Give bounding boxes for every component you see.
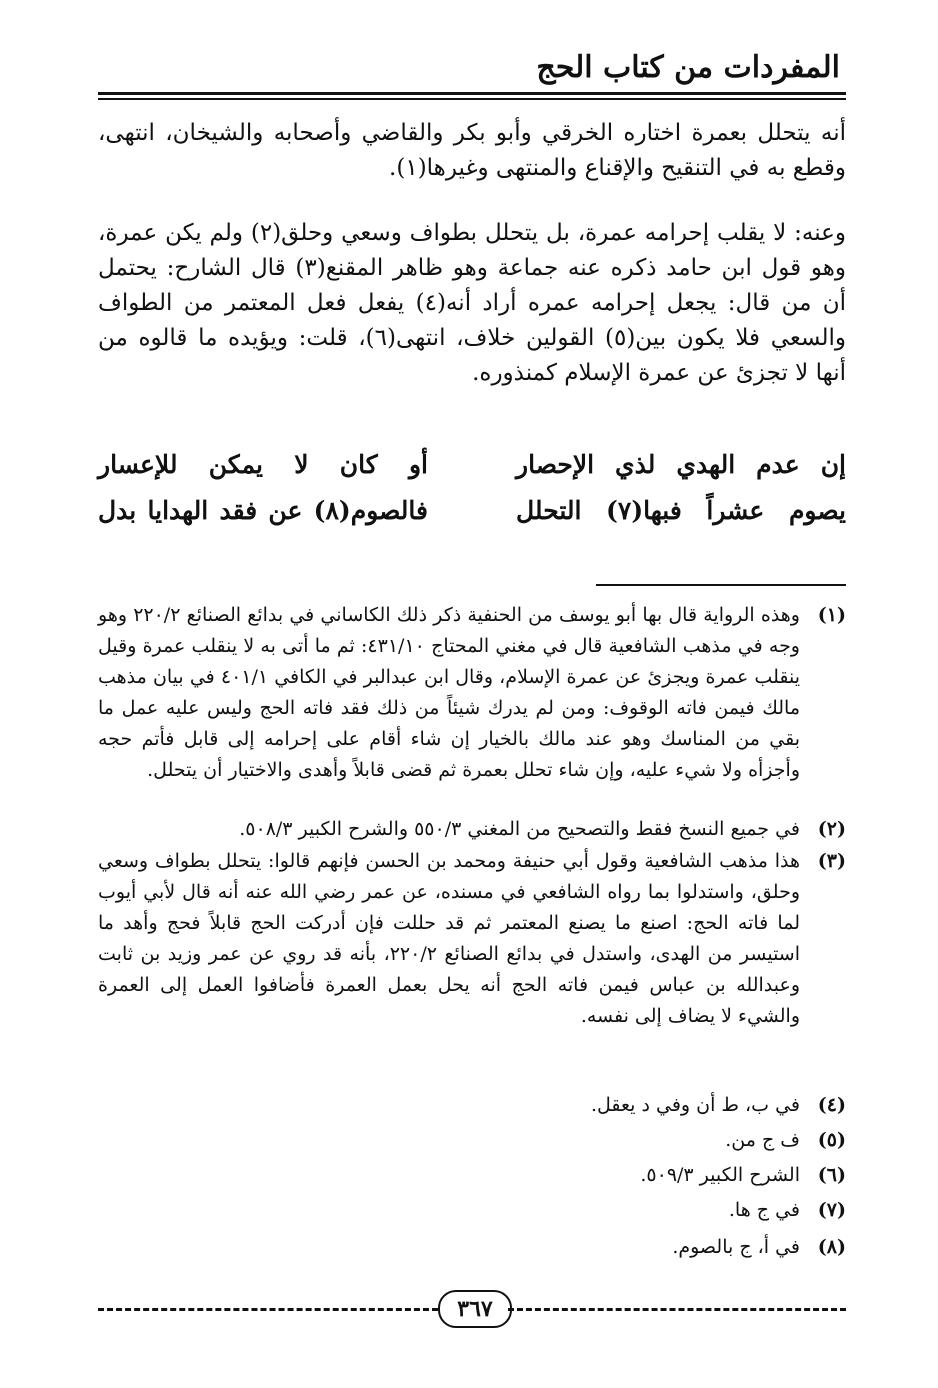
verse-line-1-first-hemistich: إن عدم الهدي لذي الإحصار (516, 450, 846, 479)
footer-dashed-rule-left (98, 1308, 438, 1311)
header-rule-thick (98, 92, 846, 95)
footnote-7 (98, 1195, 846, 1226)
footnote-text: في ب، ط أن وفي د يعقل. (590, 1094, 800, 1116)
page-number: ٣٦٧ (438, 1290, 512, 1328)
footnote-number: (٢) (817, 818, 846, 840)
paragraph-1: أنه يتحلل بعمرة اختاره الخرقي وأبو بكر والقاضي وأصحابه والشيخان، انتهى، وقطع به في التنقيح والإقناع والمنتهى وغيرها(١). (98, 120, 846, 181)
footnote-4 (98, 1090, 846, 1121)
header-rule-thin (98, 98, 846, 100)
footnote-8 (98, 1232, 846, 1263)
footnote-number: (٤) (817, 1094, 846, 1116)
footnote-text: في ج ها. (728, 1199, 800, 1221)
footnote-number: (٥) (817, 1129, 846, 1151)
footnote-text: وهذه الرواية قال بها أبو يوسف من الحنفية ذكر ذلك الكاساني في بدائع الصنائع ٢٢٠/٢ وهو وجه في مذهب الشافعية قال في مغني المحتاج ٤٣١/١٠: ثم ما أتى به لا ينقلب عمرة وقيل ينقلب عمرة ويجزئ عن عمرة الإسلام، وقال ابن عبدالبر في الكافي ٤٠١/١ في بيان مذهب مالك فيمن فاته الوقوف: ومن لم يدرك شيئاً من ذلك فقد فاته الحج وليس عليه عمل ما بقي من المناسك وهو عند مالك بالخيار إن شاء أقام على إحرامه إلى قابل فأتم حجه وأجزأه ولا شيء عليه، وإن شاء تحلل بعمرة ثم قضى قابلاً وأهدى والاختيار أن يتحلل. (98, 604, 800, 781)
verse-line-1 (98, 450, 846, 492)
poem-verse (98, 450, 846, 540)
footnote-1 (98, 600, 846, 786)
footnote-number: (٨) (817, 1236, 846, 1258)
verse-line-1-second-hemistich: أو كان لا يمكن للإعسار (98, 450, 428, 479)
verse-line-2-second-hemistich: فالصوم(٨) عن فقد الهدايا بدل (98, 496, 428, 525)
footnote-text: في أ، ج بالصوم. (672, 1236, 800, 1258)
footer-dashed-rule-right (508, 1308, 846, 1311)
paragraph-2: وعنه: لا يقلب إحرامه عمرة، بل يتحلل بطواف وسعي وحلق(٢) ولم يكن عمرة، وهو قول ابن حامد ذكره عنه جماعة وهو ظاهر المقنع(٣) قال الشارح: يحتمل أن من قال: يجعل إحرامه عمره أراد أنه(٤) يفعل فعل المعتمر من الطواف والسعي فلا يكون بين(٥) القولين خلاف، انتهى(٦)، قلت: ويؤيده ما قالوه من أنها لا تجزئ عن عمرة الإسلام كمنذوره. (98, 220, 847, 386)
footnote-number: (١) (817, 604, 846, 626)
footnote-number: (٣) (817, 850, 846, 872)
verse-line-2 (98, 496, 846, 538)
page-footer (98, 1290, 846, 1330)
footnote-3 (98, 846, 846, 1032)
footnote-number: (٦) (817, 1164, 846, 1186)
footnote-number: (٧) (817, 1199, 846, 1221)
footnote-separator (596, 584, 846, 586)
verse-line-2-first-hemistich: يصوم عشراً فبها(٧) التحلل (516, 496, 846, 525)
footnote-text: في جميع النسخ فقط والتصحيح من المغني ٥٥٠/٣ والشرح الكبير ٥٠٨/٣. (239, 818, 800, 840)
footnote-6 (98, 1160, 846, 1191)
running-header-title: المفردات من كتاب الحج (536, 50, 840, 85)
footnote-text: ف ج من. (725, 1129, 800, 1151)
footnote-text: هذا مذهب الشافعية وقول أبي حنيفة ومحمد بن الحسن فإنهم قالوا: يتحلل بطواف وسعي وحلق، واستدلوا بما رواه الشافعي في مسنده، عن عمر رضي الله عنه أنه قال لأبي أيوب لما فاته الحج: اصنع ما يصنع المعتمر ثم قد حللت فإن أدركت الحج قابلاً فحج وأهد ما استيسر من الهدى، واستدل في بدائع الصنائع ٢٢٠/٢، بأنه قد روي عن عمر وزيد بن ثابت وعبدالله بن عباس فيمن فاته الحج أنه يحل بعمل العمرة فأضافوا العمل إلى العمرة والشيء لا يضاف إلى نفسه. (98, 850, 800, 1027)
footnote-5 (98, 1125, 846, 1156)
footnote-2 (98, 814, 846, 845)
footnote-text: الشرح الكبير ٥٠٩/٣. (640, 1164, 800, 1186)
